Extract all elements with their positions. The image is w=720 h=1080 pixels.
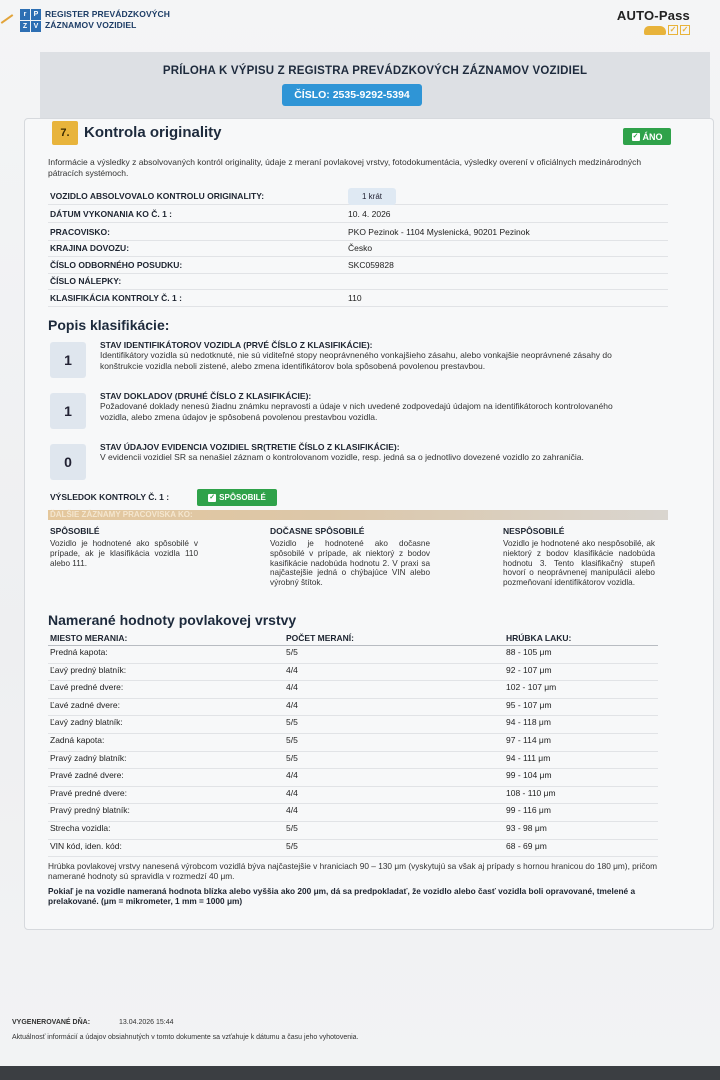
classification-text: Identifikátory vozidla sú nedotknuté, nie sú viditeľné stopy neoprávneného vonkajšieho zásahu, alebo vonkajšie neoprávnené zásahy do konštrukcie vozidla neboli zistené, alebo zmena identifikátorov bola spôsobená povolenou prestavbou. bbox=[100, 350, 612, 371]
detail-label: KLASIFIKÁCIA KONTROLY Č. 1 : bbox=[50, 293, 182, 303]
table-cell: 108 - 110 μm bbox=[506, 787, 556, 798]
checkbox-icon: ✓ bbox=[681, 25, 689, 34]
legend-title: NESPÔSOBILÉ bbox=[503, 526, 565, 536]
register-logo-icon bbox=[20, 9, 40, 31]
logo-line-2: ZÁZNAMOV VOZIDIEL bbox=[45, 20, 137, 30]
detail-value: SKC059828 bbox=[348, 260, 394, 270]
table-cell: 4/4 bbox=[286, 664, 298, 675]
classification-text: V evidencii vozidiel SR sa nenašiel záznam o kontrolovanom vozidle, resp. jedná sa o jednotlivo dovezené vozidlo zo zahraničia. bbox=[100, 452, 584, 462]
legend-column bbox=[270, 526, 430, 588]
table-row bbox=[48, 664, 658, 682]
detail-value: 10. 4. 2026 bbox=[348, 209, 391, 219]
table-row bbox=[48, 699, 658, 717]
background-edge bbox=[0, 1066, 720, 1080]
measurements-heading: Namerané hodnoty povlakovej vrstvy bbox=[48, 612, 297, 628]
logo-cell: P bbox=[31, 9, 41, 20]
table-cell: Pravé predné dvere: bbox=[50, 787, 128, 798]
car-icon bbox=[644, 26, 666, 35]
column-header: HRÚBKA LAKU: bbox=[506, 633, 572, 643]
legend-column bbox=[503, 526, 655, 588]
column-header: MIESTO MERANIA: bbox=[50, 633, 128, 643]
table-row bbox=[48, 734, 658, 752]
classification-item bbox=[48, 391, 668, 431]
table-row bbox=[48, 840, 658, 858]
generated-value: 13.04.2026 15:44 bbox=[119, 1019, 174, 1026]
table-cell: 5/5 bbox=[286, 752, 298, 763]
detail-row bbox=[48, 206, 668, 223]
detail-label: ČÍSLO ODBORNÉHO POSUDKU: bbox=[50, 260, 183, 270]
table-cell: 94 - 118 μm bbox=[506, 717, 551, 728]
table-cell: Strecha vozidla: bbox=[50, 823, 111, 833]
check-icon: ✓ bbox=[632, 132, 639, 140]
legend-title: DOČASNE SPÔSOBILÉ bbox=[270, 526, 365, 536]
table-cell: Predná kapota: bbox=[50, 647, 108, 657]
table-cell: 5/5 bbox=[286, 823, 298, 833]
table-cell: Pravé zadné dvere: bbox=[50, 770, 124, 781]
detail-label: DÁTUM VYKONANIA KO Č. 1 : bbox=[50, 209, 172, 219]
table-cell: 5/5 bbox=[286, 840, 298, 851]
table-cell: Ľavý predný blatník: bbox=[50, 664, 127, 675]
document-title: PRÍLOHA K VÝPISU Z REGISTRA PREVÁDZKOVÝCH ZÁZNAMOV VOZIDIEL bbox=[162, 65, 588, 77]
table-cell: 4/4 bbox=[286, 787, 298, 798]
detail-value: 110 bbox=[348, 293, 362, 303]
table-row bbox=[48, 822, 658, 840]
logo-cell: Z bbox=[20, 21, 30, 32]
table-row bbox=[48, 681, 658, 699]
detail-row bbox=[48, 290, 668, 307]
register-logo-text bbox=[45, 9, 170, 31]
generated-label: VYGENEROVANÉ DŇA: bbox=[12, 1019, 91, 1026]
detail-value: Česko bbox=[348, 243, 373, 253]
classification-item bbox=[48, 340, 668, 386]
detail-row bbox=[48, 273, 668, 290]
table-cell: Ľavé predné dvere: bbox=[50, 682, 124, 693]
table-row bbox=[48, 787, 658, 805]
detail-label: PRACOVISKO: bbox=[50, 227, 110, 237]
status-text: ÁNO bbox=[642, 131, 663, 142]
logo-cell: V bbox=[31, 21, 41, 32]
table-cell: 97 - 114 μm bbox=[506, 735, 551, 745]
detail-value: PKO Pezinok - 1104 Myslenická, 90201 Pezinok bbox=[348, 227, 530, 237]
classification-number: 0 bbox=[50, 444, 86, 480]
table-row bbox=[48, 716, 658, 734]
result-value: SPÔSOBILÉ bbox=[219, 493, 266, 502]
classification-text: Požadované doklady nenesú žiadnu známku nepravosti a údaje v nich uvedené zodpovedajú údajom na identifikátoroch kontrolovaného vozidla, alebo zmena údajov je spôsobená povolenou prestavbou vozidla. bbox=[100, 401, 613, 422]
document-header bbox=[0, 0, 720, 52]
table-cell: 92 - 107 μm bbox=[506, 664, 552, 675]
table-cell: Zadná kapota: bbox=[50, 735, 105, 745]
table-cell: Pravý zadný blatník: bbox=[50, 752, 127, 763]
classification-number: 1 bbox=[50, 342, 86, 378]
result-badge bbox=[197, 489, 277, 506]
section-number-badge: 7. bbox=[52, 121, 78, 145]
table-row bbox=[48, 769, 658, 787]
classification-title: STAV DOKLADOV (DRUHÉ ČÍSLO Z KLASIFIKÁCIE): bbox=[100, 391, 312, 401]
classification-title: STAV IDENTIFIKÁTOROV VOZIDLA (PRVÉ ČÍSLO Z KLASIFIKÁCIE): bbox=[100, 340, 373, 350]
table-cell: Ľavý zadný blatník: bbox=[50, 717, 123, 728]
table-row bbox=[48, 752, 658, 770]
table-cell: VIN kód, iden. kód: bbox=[50, 840, 122, 851]
detail-label: ČÍSLO NÁLEPKY: bbox=[50, 276, 122, 286]
detail-label: VOZIDLO ABSOLVOVALO KONTROLU ORIGINALITY: bbox=[50, 191, 265, 201]
coating-warning: Pokiaľ je na vozidle nameraná hodnota blízka alebo vyššia ako 200 μm, dá sa predpokladať, že vozidlo alebo časť vozidla boli opravované, tmelené a prelakované. (μm = mikrometer, 1 mm = 1000 μm) bbox=[48, 886, 636, 907]
legend-text: Vozidlo je hodnotené ako nespôsobilé, ak niektorý z bodov klasifikácie nadobúda hodnotu 3. Tento klasifikačný stupeň hovorí o neoprávnenej manipulácii alebo pozmeňovaní identifikátorov vozidla. bbox=[503, 539, 655, 588]
detail-row bbox=[48, 224, 668, 241]
table-cell: 99 - 104 μm bbox=[506, 770, 552, 781]
table-cell: 88 - 105 μm bbox=[506, 647, 552, 657]
coating-note: Hrúbka povlakovej vrstvy nanesená výrobcom vozidlá býva najčastejšie v hraniciach 90 – 130 μm (vyskytujú sa však aj prípady s hornou hranicou do 180 μm), pričom namerané hodnoty sú spravidla v rozmedzí 40 μm. bbox=[48, 861, 658, 882]
brand-name: AUTO-Pass bbox=[616, 8, 690, 23]
classification-heading: Popis klasifikácie: bbox=[48, 317, 170, 333]
legend-text: Vozidlo je hodnotené ako spôsobilé v prípade, ak je klasifikácia vozidla 110 alebo 111. bbox=[50, 539, 198, 568]
table-cell: 94 - 111 μm bbox=[506, 752, 551, 763]
table-row bbox=[48, 646, 658, 664]
table-cell: 68 - 69 μm bbox=[506, 840, 547, 851]
brand-icons bbox=[617, 25, 690, 35]
table-header bbox=[48, 632, 658, 646]
check-icon: ✓ bbox=[209, 493, 216, 501]
table-cell: 95 - 107 μm bbox=[506, 699, 552, 710]
result-label: VÝSLEDOK KONTROLY Č. 1 : bbox=[50, 492, 170, 502]
legend-title: SPÔSOBILÉ bbox=[50, 526, 100, 536]
section-title: Kontrola originality bbox=[84, 124, 222, 141]
detail-label: KRAJINA DOVOZU: bbox=[50, 243, 130, 253]
legend-text: Vozidlo je hodnotené ako dočasne spôsobilé v prípade, ak niektorý z bodov kasifikácie nadobúda hodnotu 2. V praxi sa najčastejšie jedná o chýbajúce VIN alebo výrobný štítok. bbox=[270, 539, 430, 588]
classification-title: STAV ÚDAJOV EVIDENCIA VOZIDIEL SR(TRETIE ČÍSLO Z KLASIFIKÁCIE): bbox=[100, 442, 400, 452]
table-cell: 4/4 bbox=[286, 805, 298, 816]
table-cell: Ľavé zadné dvere: bbox=[50, 699, 120, 710]
further-records-bar: ĎALŠIE ZÁZNAMY PRACOVISKA KO: bbox=[48, 510, 668, 520]
column-header: POČET MERANÍ: bbox=[286, 633, 354, 643]
table-cell: Pravý predný blatník: bbox=[50, 805, 130, 816]
legend-column bbox=[50, 526, 198, 568]
table-cell: 4/4 bbox=[286, 699, 298, 710]
title-band bbox=[40, 52, 710, 122]
classification-number: 1 bbox=[50, 393, 86, 429]
classification-item bbox=[48, 442, 668, 482]
table-cell: 5/5 bbox=[286, 735, 298, 745]
table-cell: 4/4 bbox=[286, 682, 298, 693]
count-badge: 1 krát bbox=[348, 188, 396, 205]
document-number-badge: ČÍSLO: 2535-9292-5394 bbox=[282, 84, 422, 106]
table-row bbox=[48, 804, 658, 822]
detail-row bbox=[48, 240, 668, 257]
logo-cell: r bbox=[20, 9, 30, 20]
table-cell: 99 - 116 μm bbox=[506, 805, 551, 816]
table-cell: 5/5 bbox=[286, 717, 298, 728]
generated-line bbox=[12, 1019, 174, 1026]
detail-row bbox=[48, 257, 668, 274]
checkbox-icon: ✓ bbox=[669, 25, 677, 34]
table-cell: 5/5 bbox=[286, 647, 298, 657]
disclaimer: Aktuálnosť informácií a údajov obsiahnutých v tomto dokumente sa vzťahuje k dátumu a času jeho vyhotovenia. bbox=[12, 1034, 359, 1041]
section-intro: Informácie a výsledky z absolvovaných kontról originality, údaje z meraní povlakovej vrstvy, fotodokumentácia, výsledky overení v oficiálnych medzinárodných pátracích systémoch. bbox=[48, 157, 642, 178]
section-status-badge bbox=[623, 128, 671, 145]
table-cell: 93 - 98 μm bbox=[506, 823, 547, 833]
brand-block bbox=[617, 8, 690, 35]
table-cell: 4/4 bbox=[286, 770, 298, 781]
logo-line-1: REGISTER PREVÁDZKOVÝCH bbox=[45, 9, 170, 19]
table-cell: 102 - 107 μm bbox=[506, 682, 557, 693]
